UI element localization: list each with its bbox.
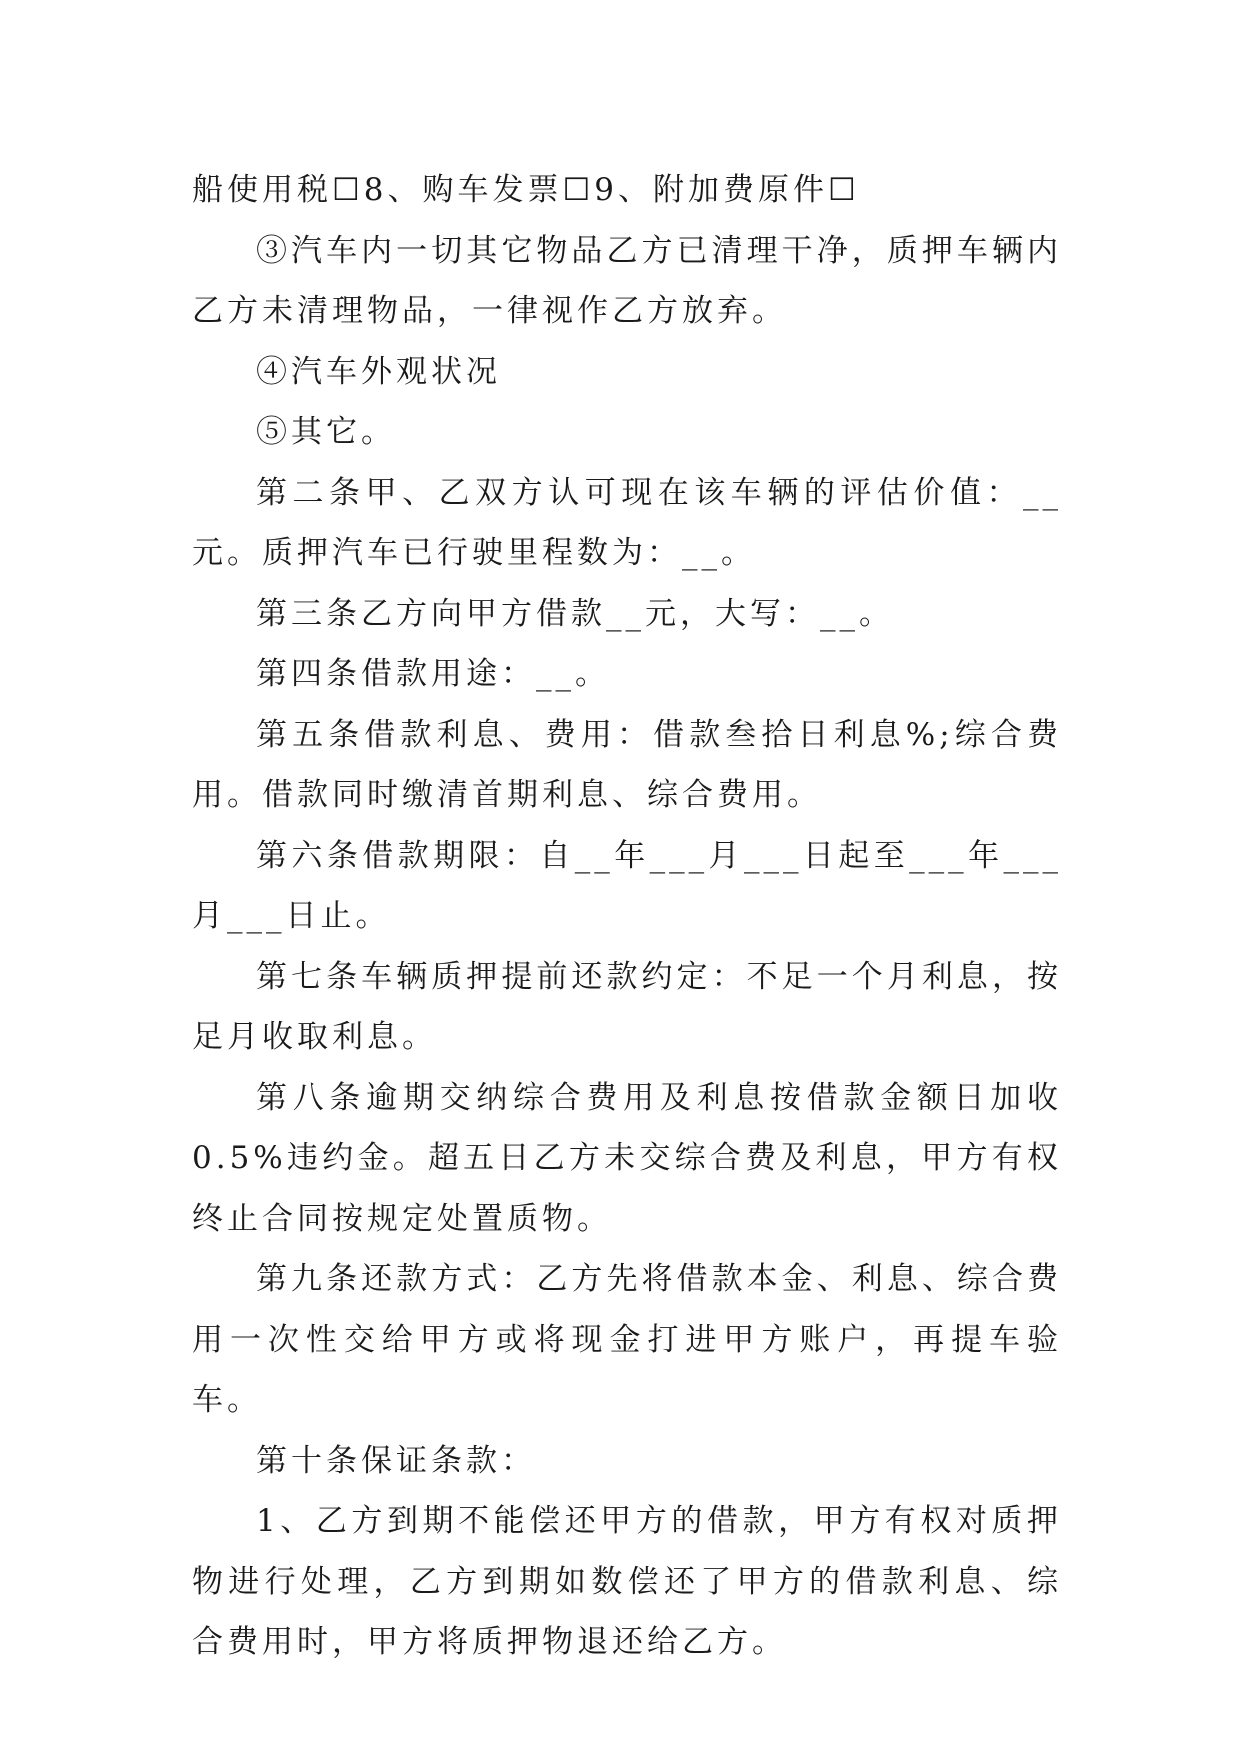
paragraph-vehicle-documents: 船使用税☐8、购车发票☐9、附加费原件☐ <box>192 172 860 208</box>
paragraph-guarantee-clause-1: 1、乙方到期不能偿还甲方的借款，甲方有权对质押物进行处理，乙方到期如数偿还了甲方的借款利息、综合费用时，甲方将质押物退还给乙方。 <box>192 1503 1062 1660</box>
document-body <box>192 160 1062 1673</box>
paragraph-article-5: 第五条借款利息、费用：借款叁拾日利息%;综合费用。借款同时缴清首期利息、综合费用。 <box>192 716 1062 813</box>
paragraph-article-7: 第七条车辆质押提前还款约定：不足一个月利息，按足月收取利息。 <box>192 958 1062 1055</box>
paragraph-item-5-other: ⑤其它。 <box>256 414 396 450</box>
paragraph-article-10: 第十条保证条款： <box>256 1442 536 1479</box>
paragraph-article-6: 第六条借款期限：自__年___月___日起至___年___月___日止。 <box>192 837 1062 934</box>
paragraph-article-3: 第三条乙方向甲方借款__元，大写：__。 <box>256 595 894 632</box>
paragraph-article-8: 第八条逾期交纳综合费用及利息按借款金额日加收0.5%违约金。超五日乙方未交综合费及利息，甲方有权终止合同按规定处置质物。 <box>192 1079 1062 1237</box>
paragraph-article-9: 第九条还款方式：乙方先将借款本金、利息、综合费用一次性交给甲方或将现金打进甲方账户，再提车验车。 <box>192 1261 1062 1418</box>
paragraph-article-2: 第二条甲、乙双方认可现在该车辆的评估价值：__元。质押汽车已行驶里程数为：__。 <box>192 474 1062 571</box>
paragraph-item-4-appearance: ④汽车外观状况 <box>256 353 501 390</box>
paragraph-item-3-belongings: ③汽车内一切其它物品乙方已清理干净，质押车辆内乙方未清理物品，一律视作乙方放弃。 <box>192 232 1062 329</box>
paragraph-article-4: 第四条借款用途：__。 <box>256 656 610 692</box>
